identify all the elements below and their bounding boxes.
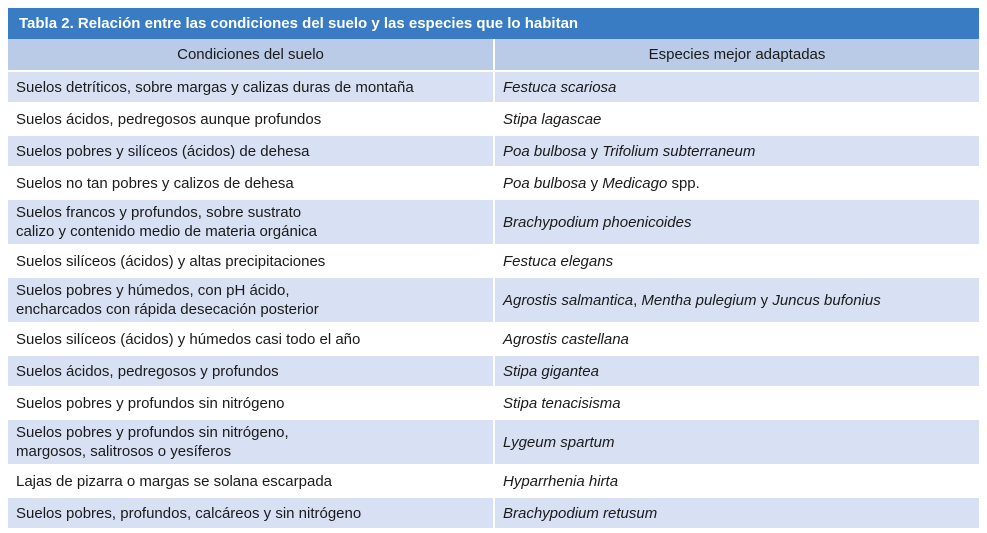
species-cell [494,497,979,529]
species-name: Stipa lagascae [503,110,602,128]
species-name: Medicago [602,174,668,192]
condition-line: calizo y contenido medio de materia orgánica [16,223,318,240]
condition-cell: Suelos silíceos (ácidos) y húmedos casi todo el año [8,323,494,355]
condition-cell: Suelos detríticos, sobre margas y calizas duras de montaña [8,71,494,103]
species-cell [494,167,979,199]
soil-species-table [8,8,979,530]
table-row [8,277,979,323]
species-cell [494,71,979,103]
species-cell [494,199,979,245]
table-row [8,103,979,135]
condition-line: Suelos pobres y profundos sin nitrógeno, [16,424,289,441]
species-connector: , [633,291,642,309]
species-cell [494,323,979,355]
species-name: Brachypodium retusum [503,504,658,522]
species-cell [494,465,979,497]
table-row [8,465,979,497]
species-connector: y [756,291,773,309]
table-row [8,387,979,419]
species-name: Stipa tenacisisma [503,394,621,412]
table-row [8,355,979,387]
species-cell [494,245,979,277]
condition-cell [8,419,494,465]
species-connector: y [586,174,603,192]
data-table [8,39,979,530]
table-row [8,323,979,355]
condition-cell: Suelos no tan pobres y calizos de dehesa [8,167,494,199]
species-connector: y [586,142,603,160]
table-title-text: Relación entre las condiciones del suelo y las especies que lo habitan [77,15,579,32]
condition-cell: Suelos silíceos (ácidos) y altas precipitaciones [8,245,494,277]
species-name: Stipa gigantea [503,362,599,380]
condition-line: encharcados con rápida desecación posterior [16,301,319,318]
table-row [8,245,979,277]
condition-line: margosos, salitrosos o yesíferos [16,443,232,460]
table-row [8,419,979,465]
species-name: Festuca scariosa [503,78,617,96]
header-condiciones: Condiciones del suelo [8,39,494,71]
species-name: Poa bulbosa [503,142,587,160]
header-row [8,39,979,71]
condition-cell [8,199,494,245]
condition-line: Suelos pobres y húmedos, con pH ácido, [16,282,290,299]
species-name: Agrostis salmantica [503,291,634,309]
table-row [8,199,979,245]
species-cell [494,103,979,135]
table-title [8,8,979,39]
species-name: Hyparrhenia hirta [503,472,619,490]
species-name: Juncus bufonius [772,291,881,309]
condition-cell: Suelos pobres y silíceos (ácidos) de dehesa [8,135,494,167]
condition-cell: Suelos pobres, profundos, calcáreos y sin nitrógeno [8,497,494,529]
species-name: Festuca elegans [503,252,614,270]
header-especies: Especies mejor adaptadas [494,39,979,71]
species-cell [494,387,979,419]
table-row [8,135,979,167]
condition-cell: Suelos pobres y profundos sin nitrógeno [8,387,494,419]
species-name: Mentha pulegium [641,291,757,309]
condition-cell: Lajas de pizarra o margas se solana escarpada [8,465,494,497]
species-name: Trifolium subterraneum [602,142,756,160]
species-name: Agrostis castellana [503,330,629,348]
table-title-number: Tabla 2. [19,15,74,32]
table-row [8,497,979,529]
species-suffix: spp. [667,174,700,192]
species-cell [494,277,979,323]
condition-cell: Suelos ácidos, pedregosos aunque profundos [8,103,494,135]
table-row [8,167,979,199]
species-name: Brachypodium phoenicoides [503,213,692,231]
species-cell [494,135,979,167]
condition-cell [8,277,494,323]
species-cell [494,355,979,387]
table-row [8,71,979,103]
species-name: Lygeum spartum [503,433,615,451]
species-cell [494,419,979,465]
condition-cell: Suelos ácidos, pedregosos y profundos [8,355,494,387]
species-name: Poa bulbosa [503,174,587,192]
condition-line: Suelos francos y profundos, sobre sustrato [16,204,302,221]
